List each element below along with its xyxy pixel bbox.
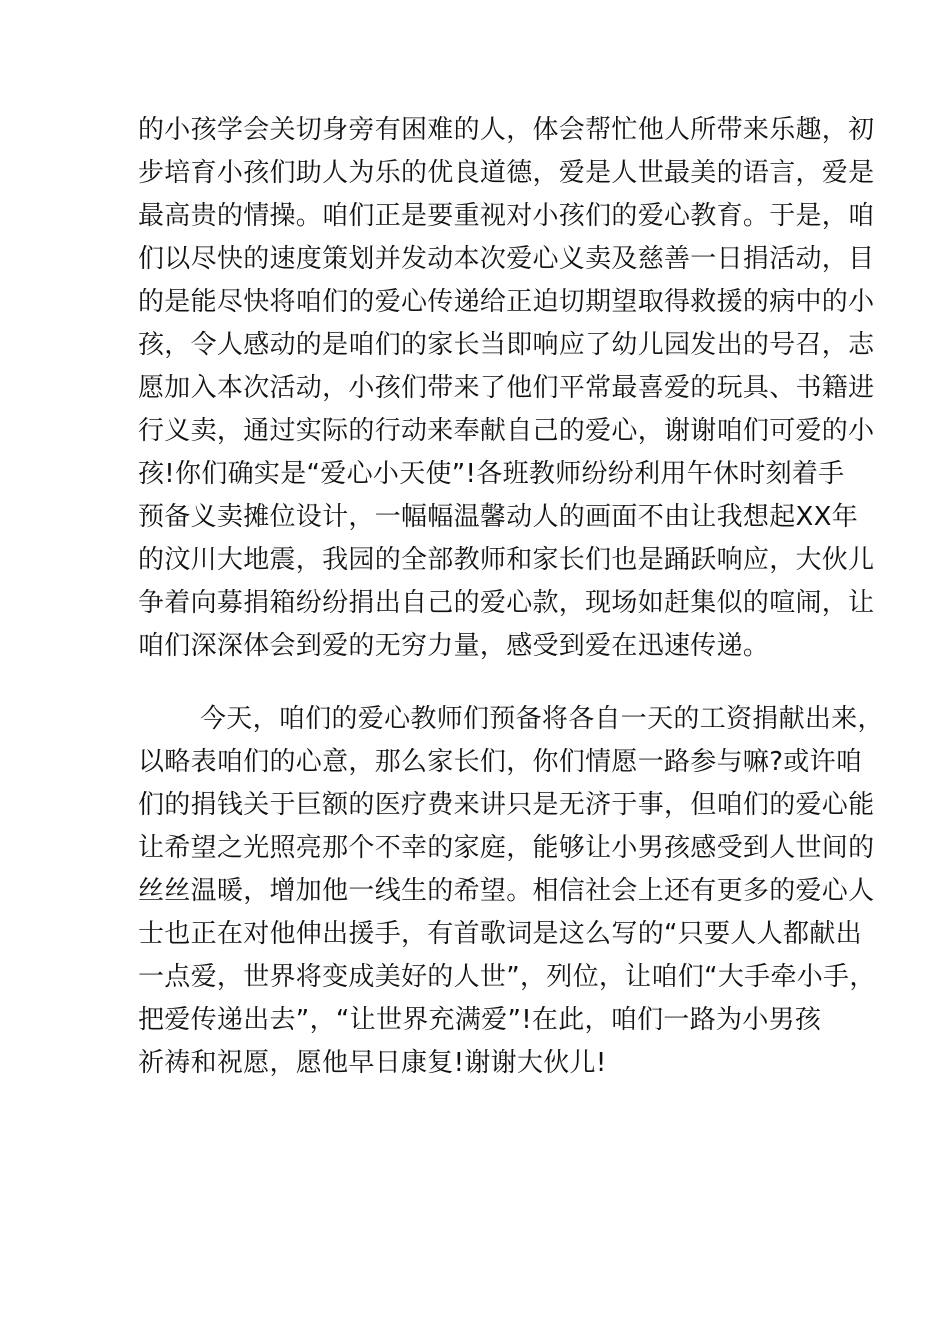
text-line: 以略表咱们的心意，那么家长们，你们情愿一路参与嘛?或许咱 xyxy=(138,747,863,777)
text-line: 步培育小孩们助人为乐的优良道德，爱是人世最美的语言，爱是 xyxy=(138,158,875,188)
text-line: 把爱传递出去”，“让世界充满爱”!在此，咱们一路为小男孩 xyxy=(138,1005,822,1035)
text-line: 们以尽快的速度策划并发动本次爱心义卖及慈善一日捐活动，目 xyxy=(138,244,875,274)
text-line: 的小孩学会关切身旁有困难的人，体会帮忙他人所带来乐趣，初 xyxy=(138,115,875,145)
text-line: 咱们深深体会到爱的无穷力量，感受到爱在迅速传递。 xyxy=(138,631,770,661)
text-line: 们的捐钱关于巨额的医疗费来讲只是无济于事，但咱们的爱心能 xyxy=(138,790,875,820)
text-line: 的汶川大地震，我园的全部教师和家长们也是踊跃响应，大伙儿 xyxy=(138,545,875,575)
text-line: 的是能尽快将咱们的爱心传递给正迫切期望取得救援的病中的小 xyxy=(138,287,875,317)
text-line: 预备义卖摊位设计，一幅幅温馨动人的画面不由让我想起XX年 xyxy=(138,502,859,532)
text-line: 愿加入本次活动，小孩们带来了他们平常最喜爱的玩具、书籍进 xyxy=(138,373,875,403)
text-line: 行义卖，通过实际的行动来奉献自己的爱心，谢谢咱们可爱的小 xyxy=(138,416,875,446)
text-line: 孩!你们确实是“爱心小天使”!各班教师纷纷利用午休时刻着手 xyxy=(138,459,845,489)
text-line: 士也正在对他伸出援手，有首歌词是这么写的“只要人人都献出 xyxy=(138,919,862,949)
text-line: 争着向募捐箱纷纷捐出自己的爱心款，现场如赶集似的喧闹，让 xyxy=(138,588,875,618)
text-line: 孩，令人感动的是咱们的家长当即响应了幼儿园发出的号召，志 xyxy=(138,330,875,360)
text-line: 丝丝温暖，增加他一线生的希望。相信社会上还有更多的爱心人 xyxy=(138,876,875,906)
text-line: 一点爱，世界将变成美好的人世”，列位，让咱们“大手牵小手， xyxy=(138,962,876,992)
text-line: 今天，咱们的爱心教师们预备将各自一天的工资捐献出来， xyxy=(200,704,884,734)
text-line: 祈祷和祝愿，愿他早日康复!谢谢大伙儿! xyxy=(138,1048,607,1078)
text-line: 让希望之光照亮那个不幸的家庭，能够让小男孩感受到人世间的 xyxy=(138,833,875,863)
text-line: 最高贵的情操。咱们正是要重视对小孩们的爱心教育。于是，咱 xyxy=(138,201,875,231)
